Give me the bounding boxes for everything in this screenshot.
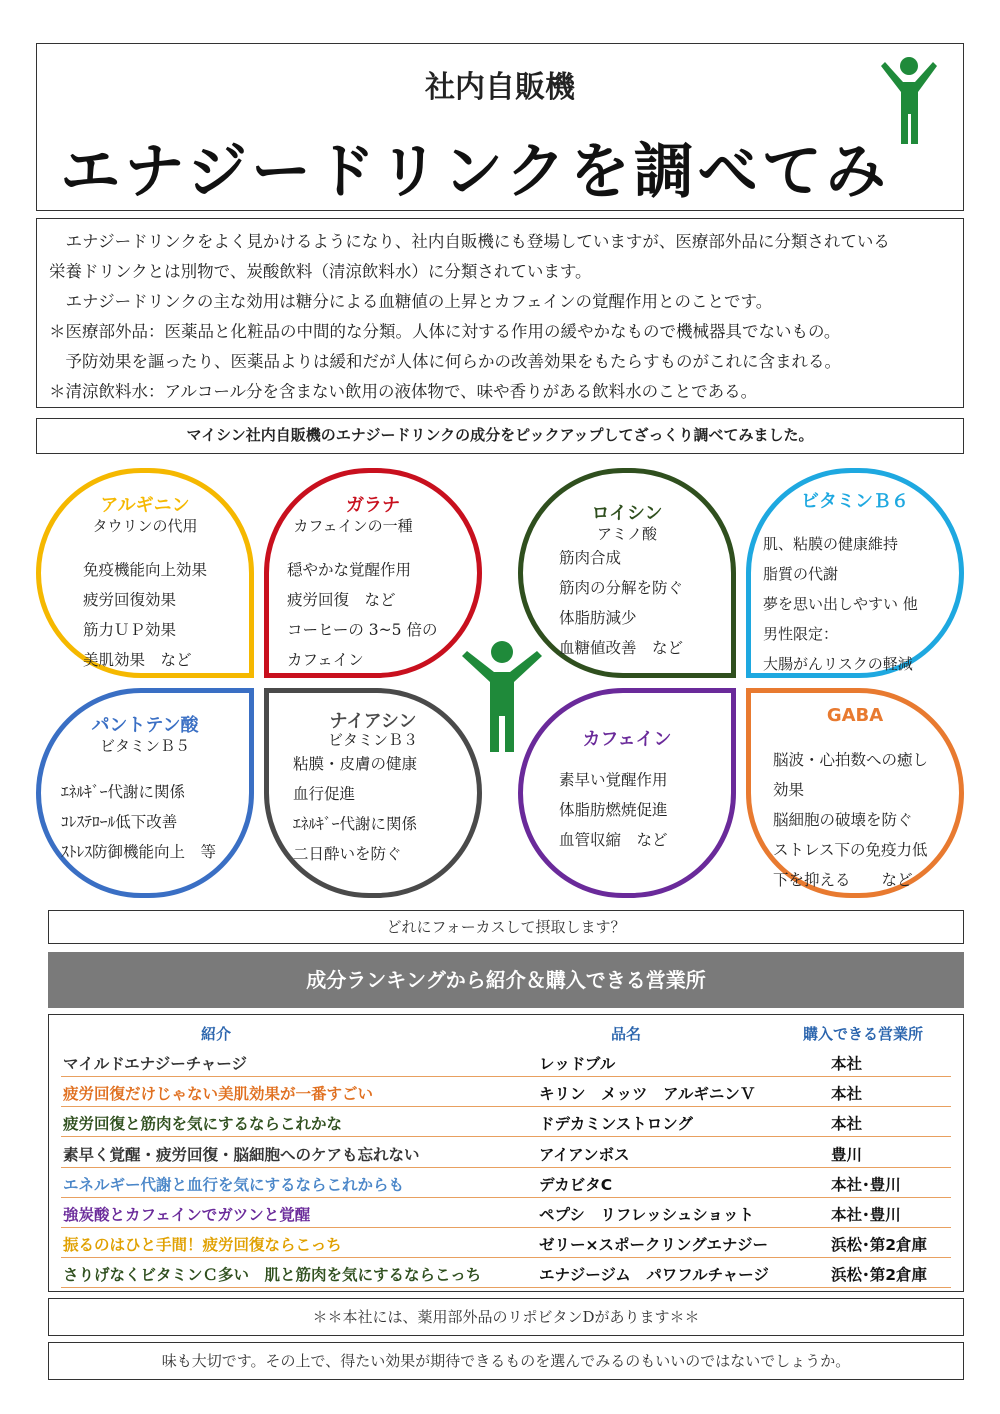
row-office: 本社 <box>831 1115 863 1134</box>
ingredient-effect: 効果 <box>773 781 805 799</box>
row-office: 本社 <box>831 1055 863 1073</box>
ingredient-effect: コーヒーの 3~5 倍の <box>287 621 438 639</box>
table-row <box>61 1138 951 1168</box>
ingredient-effect: 筋肉合成 <box>559 549 622 567</box>
ingredient-card-gaba <box>746 688 964 898</box>
ingredient-effect: 夢を思い出しやすい 他 <box>763 595 918 613</box>
ingredient-effect: ｴﾈﾙｷﾞｰ代謝に関係 <box>293 815 418 833</box>
ingredient-effect: 筋力ＵＰ効果 <box>83 621 177 639</box>
row-product: ドデカミンストロング <box>539 1115 693 1134</box>
row-office: 本社･豊川 <box>831 1206 901 1224</box>
row-product: キリン メッツ アルギニンＶ <box>539 1085 756 1104</box>
ingredient-card-niacin <box>264 688 482 898</box>
ingredient-subtitle: アミノ酸 <box>596 525 657 543</box>
ingredient-effect: 美肌効果 など <box>83 651 192 669</box>
intro-line: ＊医療部外品：医薬品と化粧品の中間的な分類。人体に対する作用の緩やかなもので機械器具でないもの。 <box>49 322 841 341</box>
ingredient-title: ロイシン <box>591 503 663 524</box>
ingredient-effect: 脳細胞の破壊を防ぐ <box>773 811 913 829</box>
ingredient-subtitle: カフェインの一種 <box>293 517 413 535</box>
intro-line: エナジードリンクの主な効用は糖分による血糖値の上昇とカフェインの覚醒作用とのことです。 <box>49 292 773 311</box>
ingredient-effect: 素早い覚醒作用 <box>559 771 668 789</box>
page-title: エナジードリンクを調べてみ <box>60 137 890 207</box>
ingredient-effect: ストレス下の免疫力低 <box>773 841 928 859</box>
ingredient-title: GABA <box>826 705 884 726</box>
intro-line: 予防効果を謳ったり、医薬品よりは緩和だが人体に何らかの改善効果をもたらすものがこれに含まれる。 <box>49 352 841 371</box>
ingredient-effect: 血糖値改善 など <box>559 639 684 657</box>
row-intro: マイルドエナジーチャージ <box>63 1055 247 1073</box>
row-product: レッドブル <box>539 1055 616 1073</box>
row-office: 本社 <box>831 1085 863 1104</box>
ingredient-card-leucine <box>518 468 736 678</box>
ranking-heading: 成分ランキングから紹介＆購入できる営業所 <box>48 952 964 1008</box>
ingredient-card-caffeine <box>518 688 736 898</box>
table-row <box>61 1168 951 1198</box>
intro-line: ＊清涼飲料水：アルコール分を含まない飲用の液体物で、味や香りがある飲料水のことである。 <box>49 382 758 401</box>
ingredient-subtitle: タウリンの代用 <box>92 517 198 535</box>
table-row <box>61 1198 951 1228</box>
intro-box <box>36 218 964 408</box>
ingredient-effect: ｴﾈﾙｷﾞｰ代謝に関係 <box>61 783 186 801</box>
ingredient-effect: 下を抑える など <box>773 871 913 889</box>
ingredient-card-arginine <box>36 468 254 678</box>
person-icon <box>877 52 941 146</box>
ingredient-effect: 穏やかな覚醒作用 <box>287 561 412 579</box>
ingredient-effect: 脳波・心拍数への癒し <box>773 751 929 769</box>
row-office: 本社･豊川 <box>831 1175 901 1194</box>
row-product: アイアンボス <box>539 1145 630 1164</box>
ingredient-title: カフェイン <box>582 729 672 750</box>
taste-note: 味も大切です。その上で、得たい効果が期待できるものを選んでみるのもいいのではないでしょうか。 <box>48 1342 964 1380</box>
ingredient-title: アルギニン <box>100 495 190 516</box>
table-row <box>61 1077 951 1107</box>
row-office: 浜松･第2倉庫 <box>831 1236 928 1255</box>
intro-line: エナジードリンクをよく見かけるようになり、社内自販機にも登場していますが、医療部外品に分類されている <box>49 232 890 251</box>
ranking-table <box>48 1014 964 1292</box>
row-intro: さりげなくビタミンＣ多い 肌と筋肉を気にするならこっち <box>63 1266 482 1285</box>
ingredient-effect: 免疫機能向上効果 <box>83 561 208 579</box>
row-intro: エネルギー代謝と血行を気にするならこれからも <box>63 1175 405 1194</box>
header-box <box>36 43 964 211</box>
ingredient-card-guarana <box>264 468 482 678</box>
ingredient-effect: 大腸がんリスクの軽減 <box>763 655 913 673</box>
ingredient-effect: 血管収縮 など <box>559 831 668 849</box>
row-product: エナジージム パワフルチャージ <box>539 1266 769 1285</box>
row-product: ペプシ リフレッシュショット <box>539 1206 754 1224</box>
page-subtitle: 社内自販機 <box>425 70 575 105</box>
row-product: ゼリー×スポークリングエナジー <box>539 1236 769 1255</box>
ingredient-effect: 体脂肪燃焼促進 <box>559 801 668 819</box>
table-row <box>61 1047 951 1077</box>
row-intro: 素早く覚醒・疲労回復・脳細胞へのケアも忘れない <box>63 1145 420 1164</box>
row-intro: 疲労回復だけじゃない美肌効果が一番すごい <box>63 1085 374 1104</box>
table-row <box>61 1228 951 1258</box>
ingredient-effect: 肌、粘膜の健康維持 <box>763 535 899 553</box>
row-intro: 疲労回復と筋肉を気にするならこれかな <box>63 1115 343 1134</box>
table-row <box>61 1107 951 1137</box>
ingredient-effect: カフェイン <box>287 651 364 669</box>
ingredient-title: ビタミンＢ６ <box>801 491 909 512</box>
ingredient-effect: 男性限定： <box>763 625 839 643</box>
ingredient-subtitle: ビタミンＢ５ <box>99 737 190 755</box>
ingredient-title: ガラナ <box>346 495 400 516</box>
ingredient-card-pantothenic-acid <box>36 688 254 898</box>
ingredient-effect: 筋肉の分解を防ぐ <box>559 579 684 597</box>
row-office: 豊川 <box>831 1145 863 1164</box>
column-header-office: 購入できる営業所 <box>803 1025 924 1043</box>
pickup-banner: マイシン社内自販機のエナジードリンクの成分をピックアップしてざっくり調べてみました。 <box>36 418 964 454</box>
row-intro: 強炭酸とカフェインでガツンと覚醒 <box>63 1206 311 1224</box>
ingredient-effect: ｺﾚｽﾃﾛｰﾙ低下改善 <box>61 813 178 831</box>
ingredient-effect: 疲労回復効果 <box>83 591 177 609</box>
ingredient-effect: 二日酔いを防ぐ <box>293 845 402 863</box>
ingredient-effect: 脂質の代謝 <box>763 565 839 583</box>
column-header-intro: 紹介 <box>201 1025 232 1043</box>
row-product: デカビタC <box>539 1175 613 1194</box>
person-icon <box>460 636 544 754</box>
ingredient-title: ナイアシン <box>329 711 417 732</box>
intro-line: 栄養ドリンクとは別物で、炭酸飲料（清涼飲料水）に分類されています。 <box>49 262 592 281</box>
ingredient-effect: 疲労回復 など <box>287 591 396 609</box>
row-intro: 振るのはひと手間！疲労回復ならこっち <box>63 1236 342 1255</box>
ingredient-effect: 血行促進 <box>293 785 356 803</box>
honsha-note: ＊＊本社には、薬用部外品のリポビタンDがあります＊＊ <box>48 1298 964 1336</box>
ingredient-subtitle: ビタミンＢ３ <box>327 731 418 749</box>
column-header-product: 品名 <box>611 1025 642 1043</box>
table-row <box>61 1258 951 1288</box>
ingredient-card-vitamin-b6 <box>746 468 964 678</box>
ingredient-effect: 体脂肪減少 <box>559 609 637 627</box>
row-office: 浜松･第2倉庫 <box>831 1266 928 1285</box>
ingredient-effect: ｽﾄﾚｽ防御機能向上 等 <box>61 843 217 861</box>
focus-question: どれにフォーカスして摂取します？ <box>48 910 964 944</box>
ingredient-title: パントテン酸 <box>91 715 199 736</box>
ingredient-effect: 粘膜・皮膚の健康 <box>293 755 418 773</box>
